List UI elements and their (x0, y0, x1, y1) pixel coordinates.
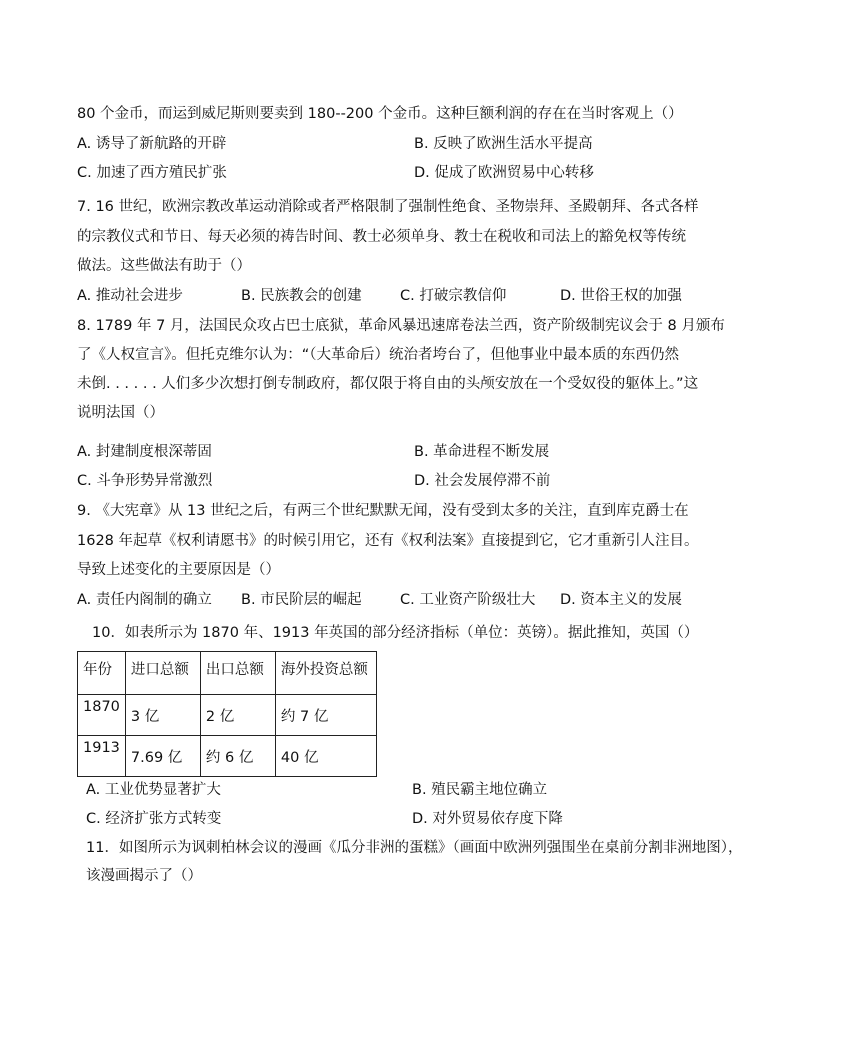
q7-option-b: B. 民族教会的创建 (241, 288, 362, 304)
table-cell: 7.69 亿 (125, 736, 200, 777)
q7-option-a: A. 推动社会进步 (77, 288, 183, 304)
table-cell: 3 亿 (125, 695, 200, 736)
table-header-cell: 出口总额 (200, 652, 275, 695)
q8-option-c: C. 斗争形势异常激烈 (77, 473, 213, 489)
q8-stem-line-2: 了《人权宣言》。但托克维尔认为：“（大革命后）统治者垮台了，但他事业中最本质的东西仍然 (77, 347, 680, 363)
q7-stem-line-1: 7. 16 世纪，欧洲宗教改革运动消除或者严格限制了强制性绝食、圣物崇拜、圣殿朝拜、各式各样 (77, 199, 699, 215)
table-cell: 约 7 亿 (275, 695, 376, 736)
table-header-cell: 海外投资总额 (275, 652, 376, 695)
q6-stem-line: 80 个金币，而运到威尼斯则要卖到 180--200 个金币。这种巨额利润的存在在当时客观上（） (77, 106, 683, 122)
q8-option-b: B. 革命进程不断发展 (414, 444, 550, 460)
q9-stem-line-3: 导致上述变化的主要原因是（） (77, 562, 280, 578)
q10-option-b: B. 殖民霸主地位确立 (412, 782, 548, 798)
table-header-row (78, 652, 377, 695)
table-cell: 约 6 亿 (200, 736, 275, 777)
table-cell-year: 1913 (78, 736, 126, 777)
q9-option-a: A. 责任内阁制的确立 (77, 592, 212, 608)
table-cell: 2 亿 (200, 695, 275, 736)
q6-option-c: C. 加速了西方殖民扩张 (77, 165, 227, 181)
q10-option-d: D. 对外贸易依存度下降 (412, 811, 563, 827)
q9-option-c: C. 工业资产阶级壮大 (400, 592, 536, 608)
table-header-cell: 年份 (78, 652, 126, 695)
q6-option-a: A. 诱导了新航路的开辟 (77, 136, 227, 152)
table-cell: 40 亿 (275, 736, 376, 777)
q7-option-d: D. 世俗王权的加强 (560, 288, 682, 304)
q11-stem-line-1: 11．如图所示为讽刺柏林会议的漫画《瓜分非洲的蛋糕》（画面中欧洲列强围坐在桌前分割非洲地图）， (86, 840, 743, 856)
q9-stem-line-2: 1628 年起草《权利请愿书》的时候引用它，还有《权利法案》直接提到它，它才重新引人注目。 (77, 533, 699, 549)
q7-stem-line-2: 的宗教仪式和节日、每天必须的祷告时间、教士必须单身、教士在税收和司法上的豁免权等传统 (77, 229, 686, 245)
table-cell-year: 1870 (78, 695, 126, 736)
q10-option-c: C. 经济扩张方式转变 (86, 811, 222, 827)
q9-option-d: D. 资本主义的发展 (560, 592, 682, 608)
table-row (78, 736, 377, 777)
economic-indicators-table (77, 651, 377, 777)
q7-stem-line-3: 做法。这些做法有助于（） (77, 258, 251, 274)
q10-stem: 10．如表所示为 1870 年、1913 年英国的部分经济指标（单位：英镑）。据此推知，英国（） (92, 625, 699, 641)
q8-stem-line-1: 8. 1789 年 7 月，法国民众攻占巴士底狱，革命风暴迅速席卷法兰西，资产阶级制宪议会于 8 月颁布 (77, 318, 725, 334)
q6-option-b: B. 反映了欧洲生活水平提高 (414, 136, 593, 152)
q11-stem-line-2: 该漫画揭示了（） (86, 868, 202, 884)
q6-option-d: D. 促成了欧洲贸易中心转移 (414, 165, 594, 181)
q9-stem-line-1: 9. 《大宪章》从 13 世纪之后，有两三个世纪默默无闻，没有受到太多的关注，直到库克爵士在 (77, 503, 689, 519)
q10-option-a: A. 工业优势显著扩大 (86, 782, 221, 798)
q7-option-c: C. 打破宗教信仰 (400, 288, 507, 304)
q8-option-d: D. 社会发展停滞不前 (414, 473, 551, 489)
table-row (78, 695, 377, 736)
q8-stem-line-3: 未倒. . . . . . 人们多少次想打倒专制政府，都仅限于将自由的头颅安放在一个受奴役的躯体上。”这 (77, 376, 699, 392)
q8-option-a: A. 封建制度根深蒂固 (77, 444, 212, 460)
table-header-cell: 进口总额 (125, 652, 200, 695)
q9-option-b: B. 市民阶层的崛起 (241, 592, 362, 608)
q8-stem-line-4: 说明法国（） (77, 405, 164, 421)
